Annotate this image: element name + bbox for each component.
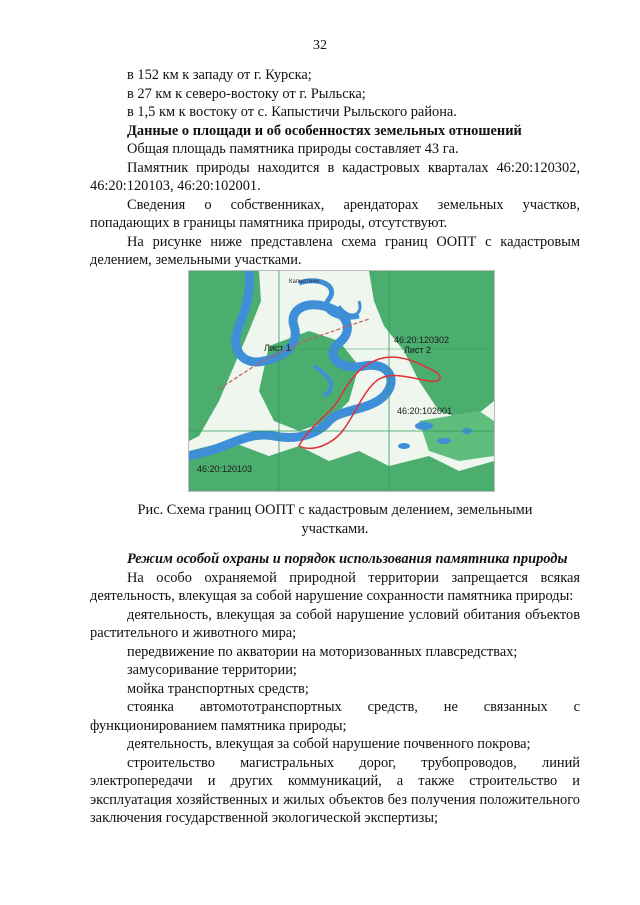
oopt-boundary-map [188,270,495,492]
section-heading-land: Данные о площади и об особенностях земельных отношений [127,122,522,139]
distance-line-rylsk: в 27 км к северо-востоку от г. Рыльска; [127,85,366,102]
lake-1 [415,422,433,430]
cadastral-label-102001: 46:20:102001 [397,406,453,416]
page-number: 32 [313,38,327,53]
prohibition-item: строительство магистральных дорог, трубопроводов, линий электропередачи и других коммуникаций, а также строительство и эксплуатация хозяйственных и жилых объектов без получения положительного заключения государственной экологической экспертизы; [90,754,580,826]
prohibition-item: деятельность, влекущая за собой нарушение условий обитания объектов растительного и животного мира; [90,606,580,641]
sheet1-label: Лист 1 [264,343,292,353]
figure-intro-paragraph: На рисунке ниже представлена схема границ ООПТ с кадастровым делением, земельными участками. [90,233,580,268]
cadastral-paragraph: Памятник природы находится в кадастровых кварталах 46:20:120302, 46:20:120103, 46:20:102001. [90,159,580,194]
prohibition-item: мойка транспортных средств; [127,680,309,697]
distance-line-kapystichi: в 1,5 км к востоку от с. Капыстичи Рыльского района. [127,104,457,120]
village-label: Капыстичи [289,279,319,285]
owners-paragraph: Сведения о собственниках, арендаторах земельных участков, попадающих в границы памятника природы, отсутствуют. [90,196,580,231]
figure-caption: Рис. Схема границ ООПТ с кадастровым делением, земельными участками. [137,502,533,537]
prohibition-item: замусоривание территории; [127,662,297,678]
section-heading-protection: Режим особой охраны и порядок использования памятника природы [127,551,568,567]
map-svg [189,271,494,491]
cadastral-label-120302: 46:20:120302 [394,335,450,345]
area-paragraph: Общая площадь памятника природы составляет 43 га. [127,141,459,157]
prohibition-item: стоянка автомототранспортных средств, не связанных с функционированием памятника природы; [90,699,580,734]
sheet2-label: Лист 2 [404,345,432,355]
lower-text-block [90,550,580,828]
prohibition-item: передвижение по акватории на моторизованных плавсредствах; [127,643,518,660]
prohibition-item: деятельность, влекущая за собой нарушение почвенного покрова; [127,736,531,752]
prohibition-intro: На особо охраняемой природной территории запрещается всякая деятельность, влекущая за собой нарушение сохранности памятника природы: [90,569,580,604]
upper-text-block [90,66,580,270]
lake-2 [437,438,451,444]
cadastral-label-120103: 46:20:120103 [197,464,253,474]
lake-3 [398,443,410,449]
distance-line-kursk: в 152 км к западу от г. Курска; [127,67,312,83]
